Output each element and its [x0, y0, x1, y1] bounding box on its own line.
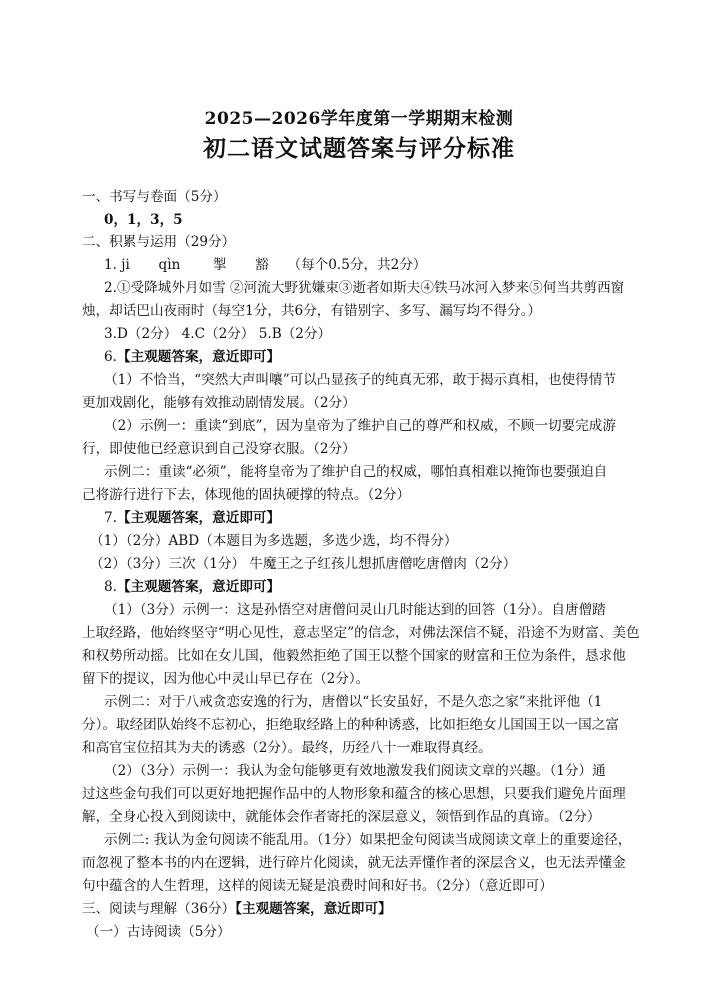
- section-3-subheading: （一）古诗阅读（5分）: [86, 924, 231, 940]
- q7-heading: 7.【主观题答案，意近即可】: [104, 510, 281, 526]
- q6-line-4: 行，即使他已经意识到自己没穿衣服。（2分）: [82, 441, 356, 457]
- q6-line-1: （1）不恰当，“突然大声叫嚷”可以凸显孩子的纯真无邪，敢于揭示真相，也使得情节: [104, 372, 616, 388]
- exam-year-title: 2025—2026学年度第一学期期末检测: [204, 109, 514, 129]
- q6-heading: 6.【主观题答案，意近即可】: [104, 349, 281, 365]
- q1-part-5: （每个0.5分，共2分）: [287, 257, 427, 273]
- section-3-heading: 三、阅读与理解（36分）【主观题答案，意近即可】: [82, 901, 392, 917]
- q8-heading: 8.【主观题答案，意近即可】: [104, 579, 281, 595]
- q1-part-1: 1. ji: [104, 257, 130, 273]
- q8-line-13: 句中蕴含的人生哲理，这样的阅读无疑是浪费时间和好书。（2分）（意近即可）: [82, 878, 553, 894]
- q8-line-3: 和权势所动摇。比如在女儿国，他毅然拒绝了国王以整个国家的财富和王位为条件，恳求他: [82, 648, 626, 664]
- q6-line-3: （2）示例一：重读“到底”，因为皇帝为了维护自己的尊严和权威，不顾一切要完成游: [104, 418, 616, 434]
- q6-line-6: 己将游行进行下去，体现他的固执硬撑的特点。（2分）: [82, 487, 411, 503]
- q7-line-2: （2）（3分）三次（1分） 牛魔王之子红孩儿想抓唐僧吃唐僧肉（2分）: [90, 556, 517, 572]
- q8-line-7: 和高官宝位招其为夫的诱惑（2分）。最终，历经八十一难取得真经。: [82, 740, 492, 756]
- section-2-heading: 二、积累与运用（29分）: [82, 234, 236, 250]
- q8-line-6: 分）。取经团队始终不忘初心，拒绝取经路上的种种诱惑，比如拒绝女儿国国王以一国之富: [82, 717, 619, 733]
- q8-line-10: 解，全身心投入到阅读中，就能体会作者寄托的深层意义，领悟到作品的真谛。（2分）: [82, 809, 601, 825]
- exam-main-title: 初二语文试题答案与评分标准: [203, 135, 515, 162]
- section-1-heading: 一、书写与卷面（5分）: [82, 189, 227, 205]
- q1-part-3: 掣: [212, 257, 227, 273]
- q7-line-1: （1）（2分）ABD（本题目为多选题，多选少选，均不得分）: [90, 533, 458, 549]
- section-1-scores: 0，1，3，5: [104, 212, 183, 228]
- q8-line-5: 示例二：对于八戒贪恋安逸的行为，唐僧以“长安虽好，不是久恋之家”来批评他（1: [104, 694, 603, 710]
- q2-line-1: 2.①受降城外月如雪 ②河流大野犹嫌束③逝者如斯夫④铁马冰河入梦来⑤何当共剪西窗: [104, 280, 625, 296]
- q2-line-2: 烛，却话巴山夜雨时（每空1分，共6分，有错别字、多写、漏写均不得分。）: [82, 303, 542, 319]
- q8-line-8: （2）（3分）示例一：我认为金句能够更有效地激发我们阅读文章的兴趣。（1分）通: [104, 763, 606, 779]
- q8-line-1: （1）（3分）示例一：这是孙悟空对唐僧问灵山几时能达到的回答（1分）。自唐僧踏: [104, 602, 606, 618]
- q1-answer: [104, 256, 427, 274]
- q8-line-11: 示例二: 我认为金句阅读不能乱用。（1分）如果把金句阅读当成阅读文章上的重要途径，: [104, 832, 632, 848]
- q8-line-12: 而忽视了整本书的内在逻辑，进行碎片化阅读，就无法弄懂作者的深层含义，也无法弄懂金: [82, 855, 626, 871]
- q8-line-2: 上取经路，他始终坚守“明心见性，意志坚定”的信念，对佛法深信不疑，沿途不为财富、美色: [82, 625, 640, 641]
- q3-q5-answers: 3.D（2分） 4.C（2分） 5.B（2分）: [104, 326, 332, 342]
- q8-line-4: 留下的提议，因为他心中灵山早已存在（2分）。: [82, 671, 370, 687]
- q1-part-4: 豁: [255, 257, 269, 273]
- q8-line-9: 过这些金句我们可以更好地把握作品中的人物形象和蕴含的核心思想，只要我们避免片面理: [82, 786, 626, 802]
- q6-line-5: 示例二：重读“必须”，能将皇帝为了维护自己的权威，哪怕真相难以掩饰也要强迫自: [104, 464, 608, 480]
- q6-line-2: 更加戏剧化，能够有效推动剧情发展。（2分）: [82, 395, 356, 411]
- q1-part-2: qìn: [158, 257, 181, 273]
